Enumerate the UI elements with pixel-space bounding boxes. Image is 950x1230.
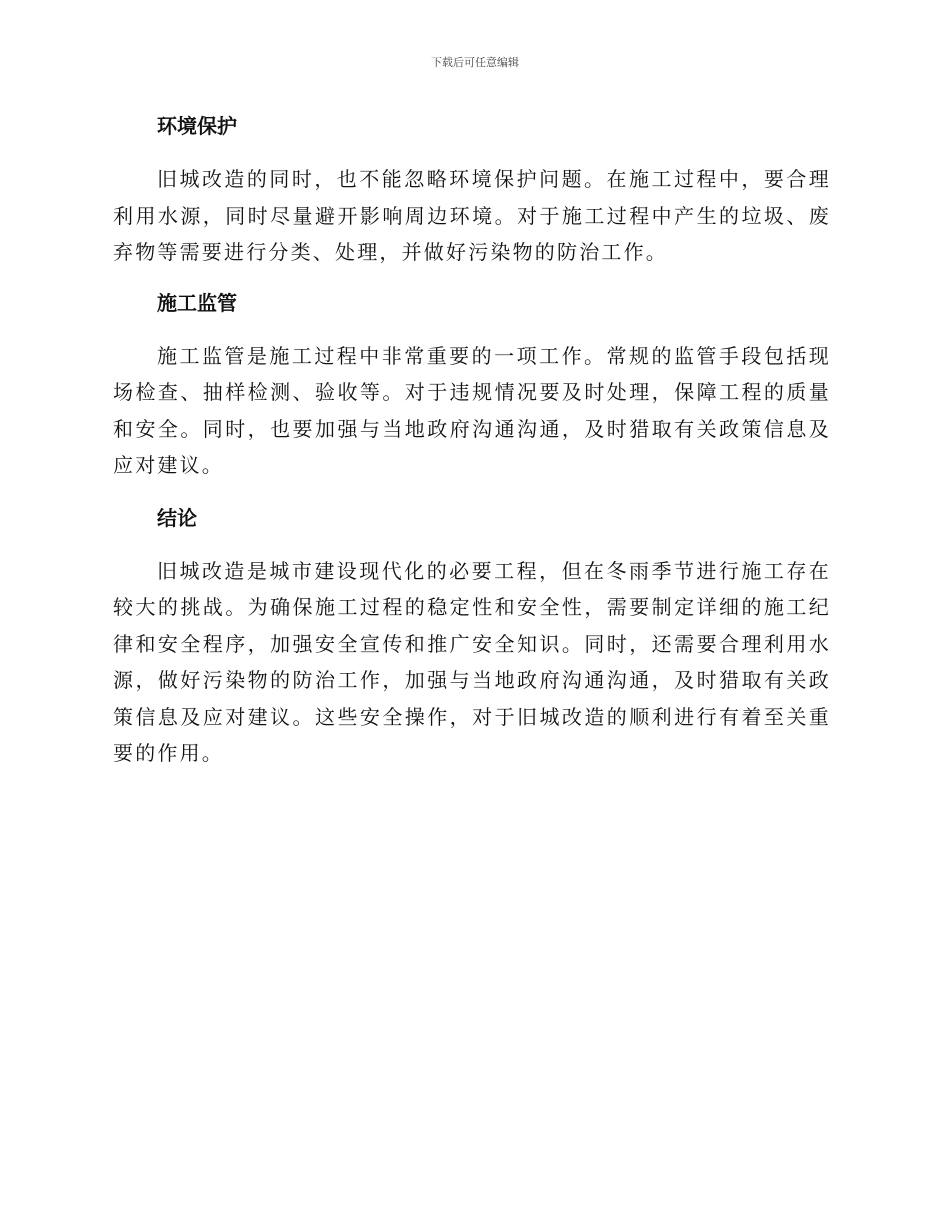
- document-body: [113, 108, 831, 772]
- section-paragraph-conclusion: 旧城改造是城市建设现代化的必要工程，但在冬雨季节进行施工存在较大的挑战。为确保施工过程的稳定性和安全性，需要制定详细的施工纪律和安全程序，加强安全宣传和推广安全知识。同时，还需要合理利用水源，做好污染物的防治工作，加强与当地政府沟通沟通，及时猎取有关政策信息及应对建议。这些安全操作，对于旧城改造的顺利进行有着至关重要的作用。: [113, 558, 831, 765]
- section-paragraph-supervision: 施工监管是施工过程中非常重要的一项工作。常规的监管手段包括现场检查、抽样检测、验收等。对于违规情况要及时处理，保障工程的质量和安全。同时，也要加强与当地政府沟通沟通，及时猎取有关政策信息及应对建议。: [113, 343, 831, 477]
- section-paragraph-environment: 旧城改造的同时，也不能忽略环境保护问题。在施工过程中，要合理利用水源，同时尽量避开影响周边环境。对于施工过程中产生的垃圾、废弃物等需要进行分类、处理，并做好污染物的防治工作。: [113, 167, 831, 264]
- section-heading-supervision: 施工监管: [157, 290, 237, 315]
- page-header-note: 下载后可任意编辑: [431, 56, 519, 69]
- section-heading-environment: 环境保护: [157, 114, 237, 138]
- section-heading-conclusion: 结论: [157, 505, 197, 530]
